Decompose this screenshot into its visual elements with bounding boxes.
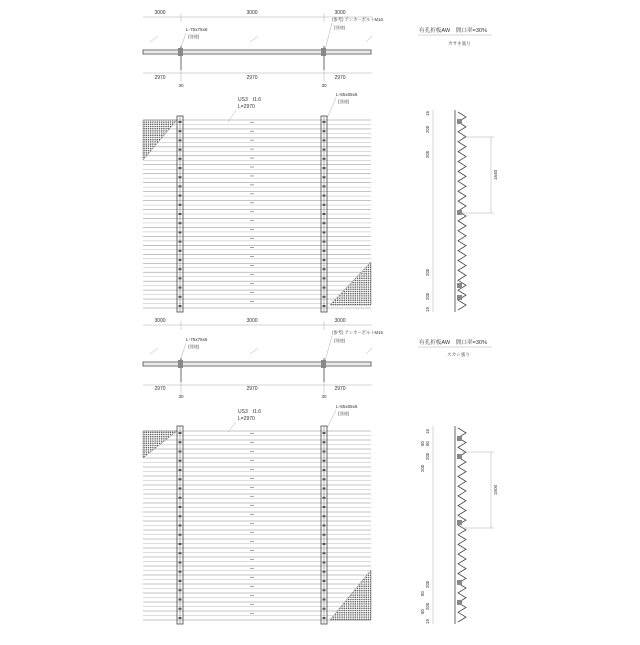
bolt-marker (179, 296, 182, 298)
plan-bottom-dim-left: 2970 (154, 386, 166, 392)
elevation-view-top (143, 92, 371, 312)
section-dim-top-3: 200 (425, 150, 430, 158)
plan-top-dim-right: 3000 (334, 318, 346, 324)
post-note: (別途) (338, 411, 350, 416)
bolt-marker (179, 277, 182, 279)
bolt-marker (323, 617, 326, 619)
bolt-marker (323, 534, 326, 536)
bolt-marker (179, 580, 182, 582)
hatched-corner-bottom-right (330, 262, 371, 305)
section-dim-top-3: 200 (425, 452, 430, 460)
detail-title: 有孔折板AW 開口率=30% (419, 340, 488, 346)
anchor-note: (別途) (334, 25, 346, 30)
plan-bottom-dim-center: 2970 (246, 386, 258, 392)
bolt-marker (179, 460, 182, 462)
bolt-marker (323, 478, 326, 480)
bolt-marker (179, 176, 182, 178)
bolt-marker (179, 506, 182, 508)
angle-note: (別途) (188, 344, 200, 349)
plan-view-top (143, 10, 384, 88)
bolt-marker (323, 552, 326, 554)
plan-gap-left: 30 (178, 394, 184, 399)
bolt-marker (179, 552, 182, 554)
bolt-marker (179, 287, 182, 289)
bolt-marker (179, 617, 182, 619)
anchor-label: (参考) アンカーボルトM16 (332, 17, 383, 22)
bolt-marker (323, 139, 326, 141)
detail-subtitle: カサネ張り (448, 41, 471, 46)
post-note: (別途) (338, 99, 350, 104)
panel-length: L=2970 (238, 416, 255, 422)
bolt-marker (323, 222, 326, 224)
bolt-marker (323, 562, 326, 564)
bolt-marker (323, 130, 326, 132)
bolt-marker (179, 213, 182, 215)
section-dim-top-4: 80 (420, 441, 425, 446)
plan-bottom-dim-right: 2970 (334, 386, 346, 392)
elevation-view-bottom (143, 404, 371, 624)
bolt-marker (323, 296, 326, 298)
bolt-marker (323, 451, 326, 453)
bolt-marker (179, 543, 182, 545)
plan-gap-left: 30 (178, 83, 184, 88)
bolt-marker (179, 130, 182, 132)
bolt-marker (323, 589, 326, 591)
bolt-marker (323, 469, 326, 471)
bolt-marker (179, 195, 182, 197)
bolt-marker (323, 460, 326, 462)
section-span: 1500 (493, 484, 498, 495)
bolt-marker (323, 497, 326, 499)
section-dim-bottom-5: 15 (425, 619, 430, 624)
angle-label: L-75x75x6 (186, 27, 208, 32)
bolt-marker (179, 478, 182, 480)
section-dim-bottom-1: 200 (425, 580, 430, 588)
bolt-marker (179, 469, 182, 471)
section-dim-top-1: 15 (425, 111, 430, 116)
section-view-top (418, 26, 498, 312)
bolt-marker (179, 488, 182, 490)
bolt-marker (323, 268, 326, 270)
bolt-marker (179, 204, 182, 206)
bolt-marker (179, 305, 182, 307)
section-dim-bottom-1: 200 (425, 268, 430, 276)
bolt-marker (323, 213, 326, 215)
plan-top-dim-left: 3000 (154, 10, 166, 16)
plan-view-bottom (143, 318, 384, 399)
bolt-marker (323, 149, 326, 151)
hatched-corner-bottom-right (330, 570, 371, 620)
bolt-marker (179, 441, 182, 443)
section-dim-bottom-3: 200 (425, 602, 430, 610)
plan-bottom-dim-left: 2970 (154, 75, 166, 81)
bolt-marker (323, 608, 326, 610)
panel-label: US3 t1.6 (238, 409, 262, 415)
bolt-marker (179, 231, 182, 233)
bolt-marker (179, 121, 182, 123)
bolt-marker (323, 506, 326, 508)
anchor-note: (別途) (334, 338, 346, 343)
plan-top-dim-center: 3000 (246, 318, 258, 324)
bolt-marker (323, 432, 326, 434)
bolt-marker (179, 250, 182, 252)
bolt-marker (179, 525, 182, 527)
panel-label: US3 t1.6 (238, 97, 262, 103)
bolt-marker (179, 571, 182, 573)
section-dim-bottom-2: 200 (425, 292, 430, 300)
angle-note: (別途) (188, 34, 200, 39)
bolt-marker (179, 185, 182, 187)
section-dim-bottom-3: 15 (425, 307, 430, 312)
bolt-marker (323, 441, 326, 443)
bolt-marker (323, 121, 326, 123)
plan-gap-right: 30 (321, 83, 327, 88)
section-dim-top-5: 200 (420, 464, 425, 472)
section-dim-top-1: 15 (425, 429, 430, 434)
bolt-marker (323, 204, 326, 206)
plan-top-dim-center: 3000 (246, 10, 258, 16)
bolt-marker (323, 185, 326, 187)
detail-title: 有孔折板AW 開口率=30% (419, 28, 488, 34)
bolt-marker (323, 241, 326, 243)
bolt-marker (179, 167, 182, 169)
bolt-marker (179, 562, 182, 564)
bolt-marker (179, 259, 182, 261)
section-dim-bottom-2: 80 (420, 591, 425, 596)
bolt-marker (179, 222, 182, 224)
bolt-marker (179, 432, 182, 434)
bolt-marker (323, 277, 326, 279)
plan-gap-right: 30 (321, 394, 327, 399)
bolt-marker (179, 451, 182, 453)
bolt-marker (179, 241, 182, 243)
section-dim-top-2: 200 (425, 125, 430, 133)
detail-subtitle: スカシ張り (447, 352, 470, 357)
bolt-marker (323, 543, 326, 545)
bolt-marker (323, 571, 326, 573)
bolt-marker (323, 580, 326, 582)
bolt-marker (179, 534, 182, 536)
bolt-marker (179, 139, 182, 141)
bolt-marker (323, 525, 326, 527)
bolt-marker (323, 599, 326, 601)
angle-label: L-75x75x6 (186, 337, 208, 342)
plan-bottom-dim-right: 2970 (334, 75, 346, 81)
bolt-marker (323, 195, 326, 197)
bolt-marker (323, 259, 326, 261)
section-view-bottom (418, 338, 498, 624)
bolt-marker (179, 268, 182, 270)
anchor-label: (参考) アンカーボルトM16 (332, 330, 383, 335)
bolt-marker (179, 589, 182, 591)
bolt-marker (179, 599, 182, 601)
bolt-marker (179, 608, 182, 610)
plan-top-dim-left: 3000 (154, 318, 166, 324)
plan-top-dim-right: 3000 (334, 10, 346, 16)
post-label: L-65x65x6 (336, 92, 358, 97)
bolt-marker (179, 515, 182, 517)
section-span: 1640 (493, 169, 498, 180)
bolt-marker (323, 287, 326, 289)
bolt-marker (323, 176, 326, 178)
bolt-marker (179, 497, 182, 499)
bolt-marker (323, 167, 326, 169)
bolt-marker (179, 149, 182, 151)
bolt-marker (323, 305, 326, 307)
bolt-marker (179, 158, 182, 160)
section-dim-top-2: 80 (425, 441, 430, 446)
section-dim-bottom-4: 80 (420, 609, 425, 614)
panel-length: L=2970 (238, 104, 255, 110)
hatched-corner-top-left (143, 120, 177, 160)
plan-bottom-dim-center: 2970 (246, 75, 258, 81)
post-label: L-65x65x6 (336, 404, 358, 409)
bolt-marker (323, 515, 326, 517)
bolt-marker (323, 158, 326, 160)
bolt-marker (323, 488, 326, 490)
bolt-marker (323, 231, 326, 233)
bolt-marker (323, 250, 326, 252)
